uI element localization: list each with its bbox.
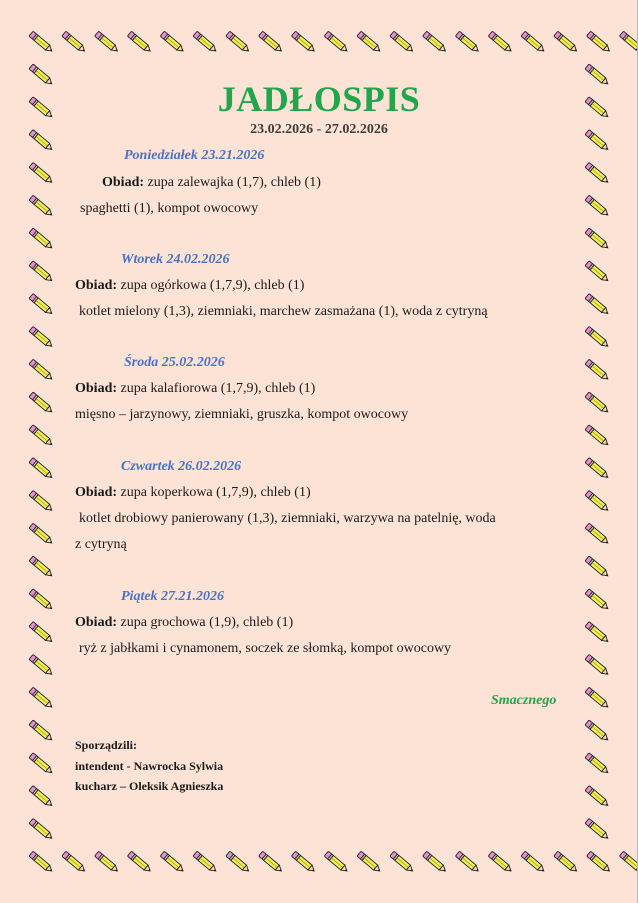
pencil-icon <box>95 851 120 874</box>
pencil-icon <box>587 851 612 874</box>
pencil-icon <box>127 31 152 54</box>
day-heading-tuesday: Wtorek 24.02.2026 <box>121 252 230 267</box>
pencil-icon <box>585 392 610 415</box>
pencil-icon <box>587 31 612 54</box>
meal-text: zupa koperkowa (1,7,9), chleb (1) <box>117 485 311 500</box>
pencil-icon <box>29 556 54 579</box>
pencil-icon <box>29 458 54 481</box>
pencil-icon <box>160 31 185 54</box>
pencil-icon <box>29 818 54 841</box>
pencil-icon <box>585 228 610 251</box>
pencil-icon <box>29 753 54 776</box>
pencil-icon <box>619 851 638 874</box>
pencil-icon <box>226 851 251 874</box>
pencil-icon <box>585 490 610 513</box>
pencil-icon <box>585 425 610 448</box>
pencil-icon <box>390 31 415 54</box>
pencil-icon <box>29 294 54 317</box>
pencil-icon <box>160 851 185 874</box>
pencil-icon <box>455 851 480 874</box>
prepared-by-intendent: intendent - Nawrocka Sylwia <box>75 759 224 773</box>
pencil-icon <box>291 31 316 54</box>
pencil-icon <box>585 589 610 612</box>
thursday-lunch-line-1 <box>75 485 311 501</box>
pencil-icon <box>29 326 54 349</box>
day-heading-friday: Piątek 27.21.2026 <box>121 589 225 604</box>
thursday-lunch-line-3: z cytryną <box>75 537 127 552</box>
page-title: JADŁOSPIS <box>217 79 421 119</box>
monday-lunch-line-1 <box>102 175 321 191</box>
meal-label: Obiad: <box>75 278 118 293</box>
pencil-icon <box>521 851 546 874</box>
meal-text: zupa ogórkowa (1,7,9), chleb (1) <box>117 278 305 293</box>
meal-label: Obiad: <box>75 381 118 396</box>
pencil-icon <box>585 687 610 710</box>
meal-text: zupa zalewajka (1,7), chleb (1) <box>144 175 321 190</box>
meal-label: Obiad: <box>75 615 118 630</box>
pencil-icon <box>29 523 54 546</box>
pencil-icon <box>585 556 610 579</box>
monday-lunch-line-2: spaghetti (1), kompot owocowy <box>80 201 259 216</box>
pencil-icon <box>29 261 54 284</box>
pencil-icon <box>259 851 284 874</box>
pencil-icon <box>455 31 480 54</box>
pencil-icon <box>585 753 610 776</box>
pencil-icon <box>29 490 54 513</box>
pencil-icon <box>62 31 87 54</box>
pencil-icon <box>585 326 610 349</box>
pencil-icon <box>357 851 382 874</box>
wednesday-lunch-line-1 <box>75 381 315 397</box>
meal-text: zupa kalafiorowa (1,7,9), chleb (1) <box>117 381 316 396</box>
prepared-by-cook: kucharz – Oleksik Agnieszka <box>75 779 224 793</box>
friday-lunch-line-1 <box>75 615 293 631</box>
pencil-icon <box>29 589 54 612</box>
pencil-icon <box>585 622 610 645</box>
date-range: 23.02.2026 - 27.02.2026 <box>250 122 388 137</box>
pencil-icon <box>291 851 316 874</box>
pencil-icon <box>390 851 415 874</box>
pencil-icon <box>29 162 54 185</box>
pencil-icon <box>423 31 448 54</box>
pencil-icon <box>259 31 284 54</box>
pencil-icon <box>62 851 87 874</box>
pencil-icon <box>585 818 610 841</box>
pencil-icon <box>29 425 54 448</box>
meal-label: Obiad: <box>75 485 118 500</box>
pencil-icon <box>29 392 54 415</box>
meal-text: zupa grochowa (1,9), chleb (1) <box>117 615 294 630</box>
tuesday-lunch-line-1 <box>75 278 304 294</box>
pencil-icon <box>585 359 610 382</box>
pencil-icon <box>95 31 120 54</box>
pencil-icon <box>193 31 218 54</box>
day-heading-monday: Poniedziałek 23.21.2026 <box>124 148 265 163</box>
pencil-icon <box>29 687 54 710</box>
pencil-icon <box>324 851 349 874</box>
pencil-icon <box>585 261 610 284</box>
pencil-icon <box>521 31 546 54</box>
pencil-icon <box>585 654 610 677</box>
closing-text: Smacznego <box>491 693 557 708</box>
prepared-by-label: Sporządzili: <box>75 738 137 752</box>
pencil-icon <box>585 523 610 546</box>
pencil-icon <box>29 31 54 54</box>
pencil-icon <box>585 786 610 809</box>
pencil-icon <box>585 294 610 317</box>
pencil-icon <box>488 851 513 874</box>
pencil-icon <box>585 720 610 743</box>
pencil-icon <box>585 162 610 185</box>
pencil-icon <box>423 851 448 874</box>
pencil-icon <box>554 31 579 54</box>
day-heading-wednesday: Środa 25.02.2026 <box>124 355 225 370</box>
pencil-icon <box>29 654 54 677</box>
pencil-icon <box>193 851 218 874</box>
pencil-icon <box>29 359 54 382</box>
pencil-icon <box>619 31 638 54</box>
friday-lunch-line-2: ryż z jabłkami i cynamonem, soczek ze słomką, kompot owocowy <box>79 641 452 656</box>
pencil-icon <box>29 786 54 809</box>
pencil-icon <box>554 851 579 874</box>
pencil-icon <box>127 851 152 874</box>
pencil-icon <box>29 851 54 874</box>
pencil-icon <box>357 31 382 54</box>
pencil-icon <box>324 31 349 54</box>
pencil-icon <box>29 195 54 218</box>
wednesday-lunch-line-2: mięsno – jarzynowy, ziemniaki, gruszka, kompot owocowy <box>75 407 409 422</box>
thursday-lunch-line-2: kotlet drobiowy panierowany (1,3), ziemniaki, warzywa na patelnię, woda <box>79 511 496 526</box>
pencil-icon <box>585 195 610 218</box>
pencil-icon <box>29 720 54 743</box>
tuesday-lunch-line-2: kotlet mielony (1,3), ziemniaki, marchew zasmażana (1), woda z cytryną <box>79 304 488 319</box>
meal-label: Obiad: <box>102 175 145 190</box>
pencil-icon <box>585 458 610 481</box>
pencil-icon <box>226 31 251 54</box>
pencil-icon <box>29 622 54 645</box>
pencil-icon <box>29 228 54 251</box>
day-heading-thursday: Czwartek 26.02.2026 <box>121 459 242 474</box>
pencil-icon <box>488 31 513 54</box>
